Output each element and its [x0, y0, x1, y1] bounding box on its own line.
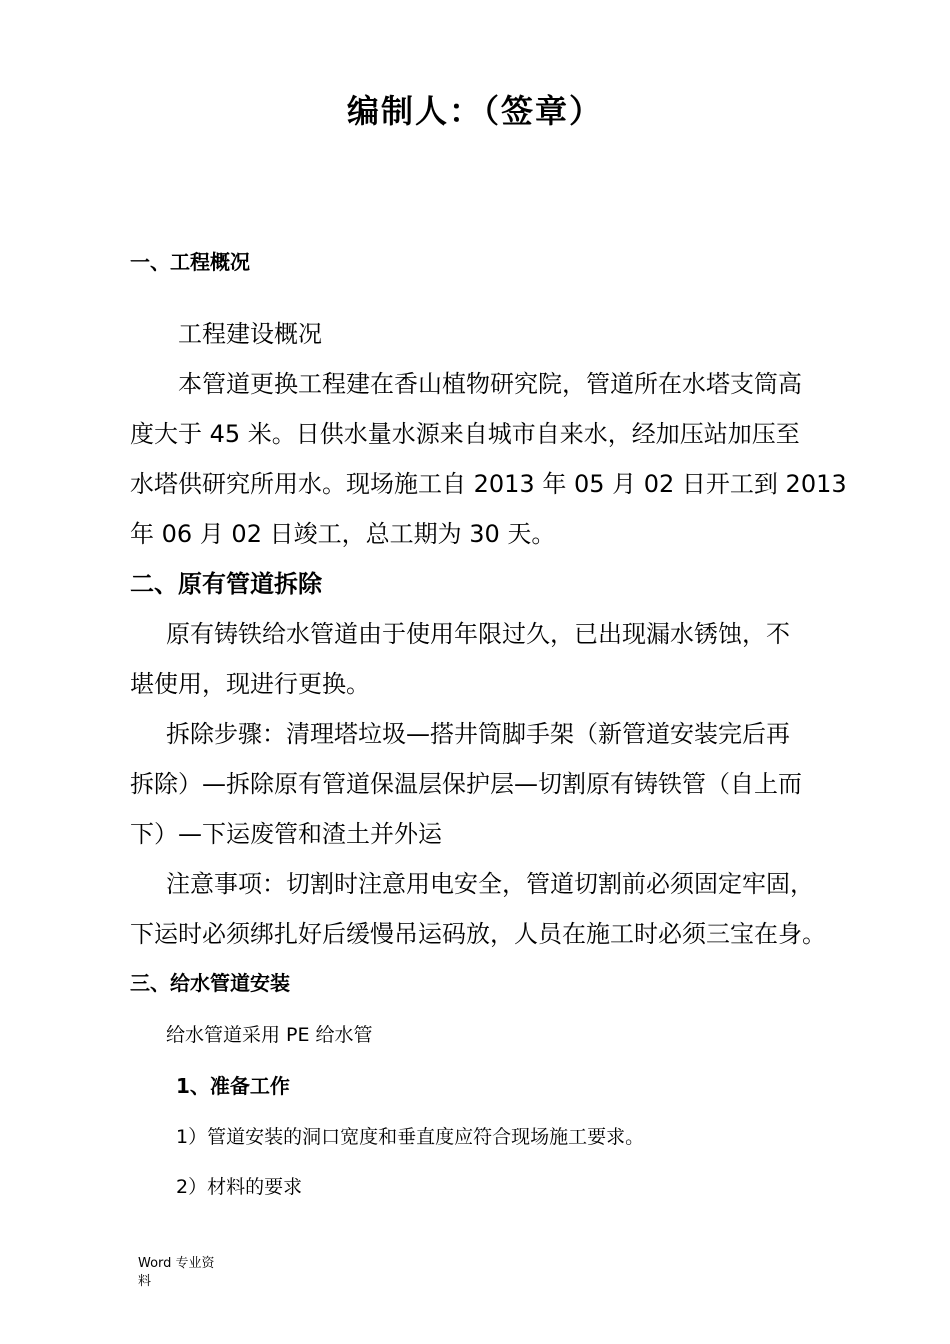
section-3-item-1: 1）管道安装的洞口宽度和垂直度应符合现场施工要求。	[176, 1126, 645, 1148]
s2-notes-line: 下运时必须绑扎好后缓慢吊运码放，人员在施工时必须三宝在身。	[130, 920, 826, 948]
s1-paragraph-line: 年 06 月 02 日竣工，总工期为 30 天。	[130, 520, 556, 548]
section-3-item-2: 2）材料的要求	[176, 1176, 303, 1198]
footer-line: 料	[138, 1274, 152, 1289]
section-3-heading: 三、给水管道安装	[130, 971, 290, 995]
s2-paragraph-line: 原有铸铁给水管道由于使用年限过久，已出现漏水锈蚀，不	[166, 620, 790, 648]
section-1-subheading: 工程建设概况	[178, 320, 322, 348]
s2-steps-line: 拆除）—拆除原有管道保温层保护层—切割原有铸铁管（自上而	[130, 770, 802, 798]
s2-steps-line: 拆除步骤：清理塔垃圾—搭井筒脚手架（新管道安装完后再	[166, 720, 790, 748]
s1-paragraph-line: 度大于 45 米。日供水量水源来自城市自来水，经加压站加压至	[130, 420, 800, 448]
s2-steps-line: 下）—下运废管和渣土并外运	[130, 820, 442, 848]
s1-paragraph-line: 水塔供研究所用水。现场施工自 2013 年 05 月 02 日开工到 2013	[130, 470, 847, 498]
s2-paragraph-line: 堪使用，现进行更换。	[130, 670, 370, 698]
s2-notes-line: 注意事项：切割时注意用电安全，管道切割前必须固定牢固，	[166, 870, 814, 898]
document-title: 编制人：（签章）	[346, 92, 603, 130]
page-footer	[138, 1255, 228, 1291]
section-3-intro: 给水管道采用 PE 给水管	[166, 1024, 373, 1046]
section-2-heading: 二、原有管道拆除	[130, 570, 322, 598]
s1-paragraph-line: 本管道更换工程建在香山植物研究院，管道所在水塔支筒高	[178, 370, 802, 398]
footer-line: Word 专业资	[138, 1256, 215, 1271]
section-3-subheading: 1、准备工作	[176, 1074, 290, 1098]
section-1-heading: 一、工程概况	[130, 250, 250, 274]
